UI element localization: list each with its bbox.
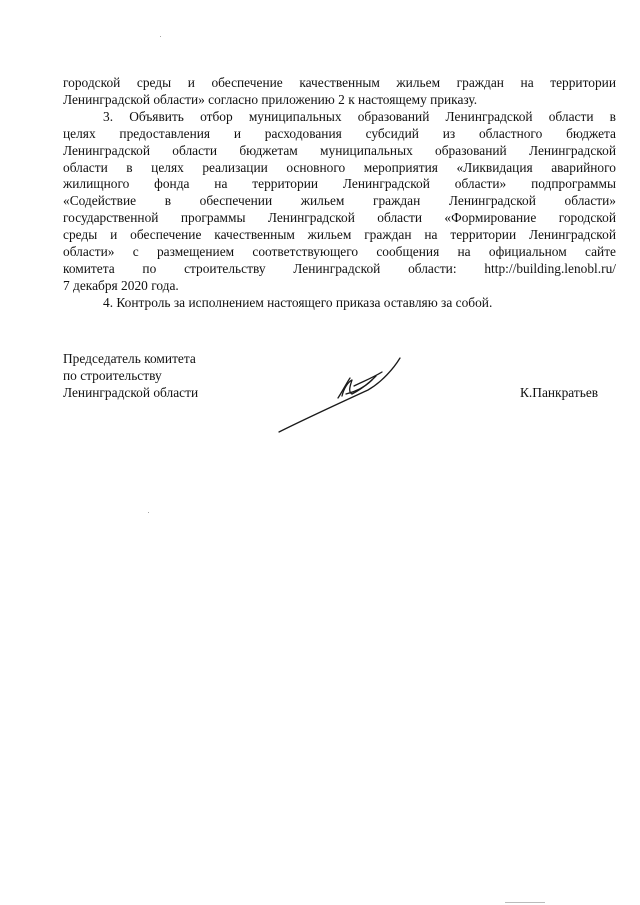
text-line: 4. Контроль за исполнением настоящего приказа оставляю за собой. bbox=[103, 294, 493, 310]
signatory-title bbox=[63, 351, 198, 402]
handwritten-signature bbox=[272, 350, 412, 440]
signatory-title-line: Председатель комитета bbox=[63, 351, 196, 366]
text-line: целях предоставления и расходования субсидий из областного бюджета bbox=[63, 125, 616, 141]
paragraph-item-3 bbox=[63, 109, 616, 295]
text-line: 3. Объявить отбор муниципальных образований Ленинградской области в bbox=[103, 108, 616, 124]
text-line: области» с размещением соответствующего сообщения на официальном сайте bbox=[63, 244, 616, 260]
scan-speck bbox=[148, 512, 149, 513]
paragraph-continuation bbox=[63, 75, 616, 109]
signer-name: К.Панкратьев bbox=[520, 385, 599, 400]
text-line: Ленинградской области бюджетам муниципальных образований Ленинградской bbox=[63, 142, 616, 158]
signatory-title-line: по строительству bbox=[63, 367, 162, 383]
scan-speck bbox=[160, 36, 161, 37]
paragraph-item-4 bbox=[63, 295, 616, 312]
text-line: Ленинградской области» согласно приложению 2 к настоящему приказу. bbox=[63, 91, 478, 107]
text-line: жилищного фонда на территории Ленинградской области» подпрограммы bbox=[63, 176, 616, 192]
text-line: городской среды и обеспечение качественным жильем граждан на территории bbox=[63, 75, 616, 90]
text-line: среды и обеспечение качественным жильем граждан на территории Ленинградской bbox=[63, 227, 616, 243]
text-line: 7 декабря 2020 года. bbox=[63, 277, 179, 293]
signatory-title-line: Ленинградской области bbox=[63, 384, 199, 400]
scan-edge-mark bbox=[505, 902, 545, 903]
text-line: области в целях реализации основного мероприятия «Ликвидация аварийного bbox=[63, 159, 616, 175]
text-line: государственной программы Ленинградской области «Формирование городской bbox=[63, 210, 616, 226]
text-line: комитета по строительству Ленинградской области: http://building.lenobl.ru/ bbox=[63, 260, 616, 276]
document-body bbox=[63, 75, 616, 312]
text-line: «Содействие в обеспечении жильем граждан Ленинградской области» bbox=[63, 193, 616, 209]
